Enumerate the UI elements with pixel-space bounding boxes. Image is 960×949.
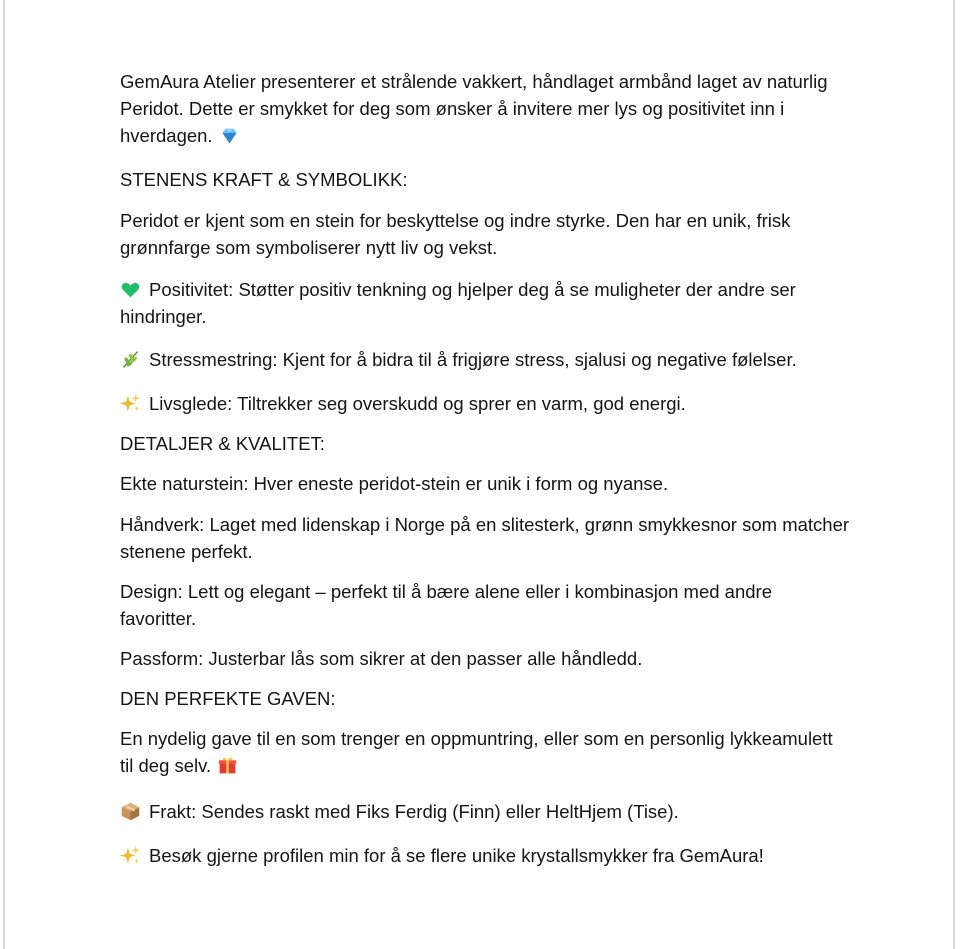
bullet-stress-text: Stressmestring: Kjent for å bidra til å frigjøre stress, sjalusi og negative følelser. bbox=[149, 349, 797, 370]
detail-design: Design: Lett og elegant – perfekt til å bære alene eller i kombinasjon med andre favoritter. bbox=[120, 581, 772, 629]
bullet-joy bbox=[120, 390, 850, 417]
document-page bbox=[3, 0, 955, 949]
detail-fit: Passform: Justerbar lås som sikrer at den passer alle håndledd. bbox=[120, 648, 643, 669]
bullet-stress bbox=[120, 346, 850, 373]
bullet-positivity bbox=[120, 276, 850, 330]
detail-craftsmanship: Håndverk: Laget med lidenskap i Norge på en slitesterk, grønn smykkesnor som matcher stenene perfekt. bbox=[120, 514, 850, 562]
herb-icon bbox=[120, 349, 141, 370]
intro-paragraph bbox=[120, 68, 850, 149]
sparkles-icon bbox=[120, 845, 141, 866]
shipping-text: Frakt: Sendes raskt med Fiks Ferdig (Finn) eller HeltHjem (Tise). bbox=[149, 801, 679, 822]
package-icon bbox=[120, 801, 141, 822]
stone-power-paragraph: Peridot er kjent som en stein for beskyttelse og indre styrke. Den har en unik, frisk grønnfarge som symboliserer nytt liv og vekst. bbox=[120, 210, 791, 258]
gem-icon bbox=[219, 125, 240, 146]
bullet-positivity-text: Positivitet: Støtter positiv tenkning og hjelper deg å se muligheter der andre ser hindringer. bbox=[120, 279, 796, 327]
intro-text: GemAura Atelier presenterer et strålende vakkert, håndlaget armbånd laget av naturlig Peridot. Dette er smykket for deg som ønsker å invitere mer lys og positivitet inn i hverdagen. bbox=[120, 71, 828, 146]
heading-stone-power: STENENS KRAFT & SYMBOLIKK: bbox=[120, 169, 408, 190]
shipping-line bbox=[120, 798, 850, 825]
green-heart-icon bbox=[120, 279, 141, 300]
gift-text: En nydelig gave til en som trenger en oppmuntring, eller som en personlig lykkeamulett til deg selv. bbox=[120, 728, 833, 776]
profile-line bbox=[120, 842, 850, 869]
heading-details: DETALJER & KVALITET: bbox=[120, 433, 325, 454]
profile-text: Besøk gjerne profilen min for å se flere unike krystallsmykker fra GemAura! bbox=[149, 845, 764, 866]
detail-natural-stone: Ekte naturstein: Hver eneste peridot-stein er unik i form og nyanse. bbox=[120, 473, 669, 494]
bullet-joy-text: Livsglede: Tiltrekker seg overskudd og sprer en varm, god energi. bbox=[149, 393, 686, 414]
gift-paragraph bbox=[120, 725, 850, 779]
gift-icon bbox=[217, 755, 238, 776]
sparkles-icon bbox=[120, 393, 141, 414]
heading-gift: DEN PERFEKTE GAVEN: bbox=[120, 688, 336, 709]
